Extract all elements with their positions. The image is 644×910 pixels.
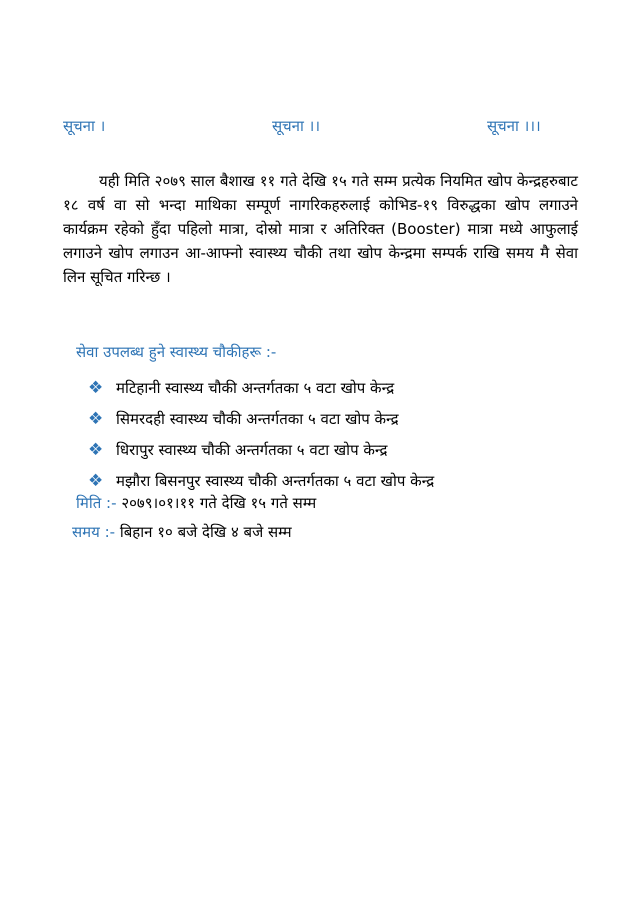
notice-heading-3: सूचना ।।। [487, 117, 541, 135]
diamond-bullet-icon: ❖ [88, 408, 104, 429]
service-center-label: धिरापुर स्वास्थ्य चौकी अन्तर्गतका ५ वटा खोप केन्द्र [116, 440, 388, 459]
date-value: २०७९।०१।११ गते देखि १५ गते सम्म [121, 494, 317, 512]
service-center-item [88, 403, 434, 434]
date-label: मिति :- [76, 494, 117, 512]
notice-paragraph: यही मिति २०७९ साल बैशाख ११ गते देखि १५ गते सम्म प्रत्येक नियमित खोप केन्द्रहरुबाट १८ वर्ष वा सो भन्दा माथिका सम्पूर्ण नागरिकहरुलाई कोभिड-१९ विरुद्धका खोप लगाउने कार्यक्रम रहेको हुँदा पहिलो मात्रा, दोस्रो मात्रा र अतिरिक्त (Booster) मात्रा मध्ये आफुलाई लगाउने खोप लगाउन आ-आफ्नो स्वास्थ्य चौकी तथा खोप केन्द्रमा सम्पर्क राखि समय मै सेवा लिन सूचित गरिन्छ । [63, 172, 578, 286]
service-center-label: सिमरदही स्वास्थ्य चौकी अन्तर्गतका ५ वटा खोप केन्द्र [116, 409, 399, 428]
services-heading: सेवा उपलब्ध हुने स्वास्थ्य चौकीहरू :- [76, 343, 277, 361]
notice-heading-1: सूचना । [63, 117, 106, 135]
time-value: बिहान १० बजे देखि ४ बजे सम्म [119, 523, 292, 541]
service-center-label: मझौरा बिसनपुर स्वास्थ्य चौकी अन्तर्गतका ५ वटा खोप केन्द्र [116, 471, 435, 490]
date-row [76, 493, 316, 513]
diamond-bullet-icon: ❖ [88, 439, 104, 460]
diamond-bullet-icon: ❖ [88, 470, 104, 491]
notice-heading-2: सूचना ।। [272, 117, 321, 135]
notice-heading-row [63, 116, 563, 136]
service-center-list [88, 372, 434, 496]
service-center-item [88, 465, 434, 496]
time-label: समय :- [72, 523, 116, 541]
service-center-item [88, 434, 434, 465]
service-center-item [88, 372, 434, 403]
diamond-bullet-icon: ❖ [88, 377, 104, 398]
service-center-label: मटिहानी स्वास्थ्य चौकी अन्तर्गतका ५ वटा खोप केन्द्र [116, 378, 395, 397]
time-row [72, 522, 292, 542]
